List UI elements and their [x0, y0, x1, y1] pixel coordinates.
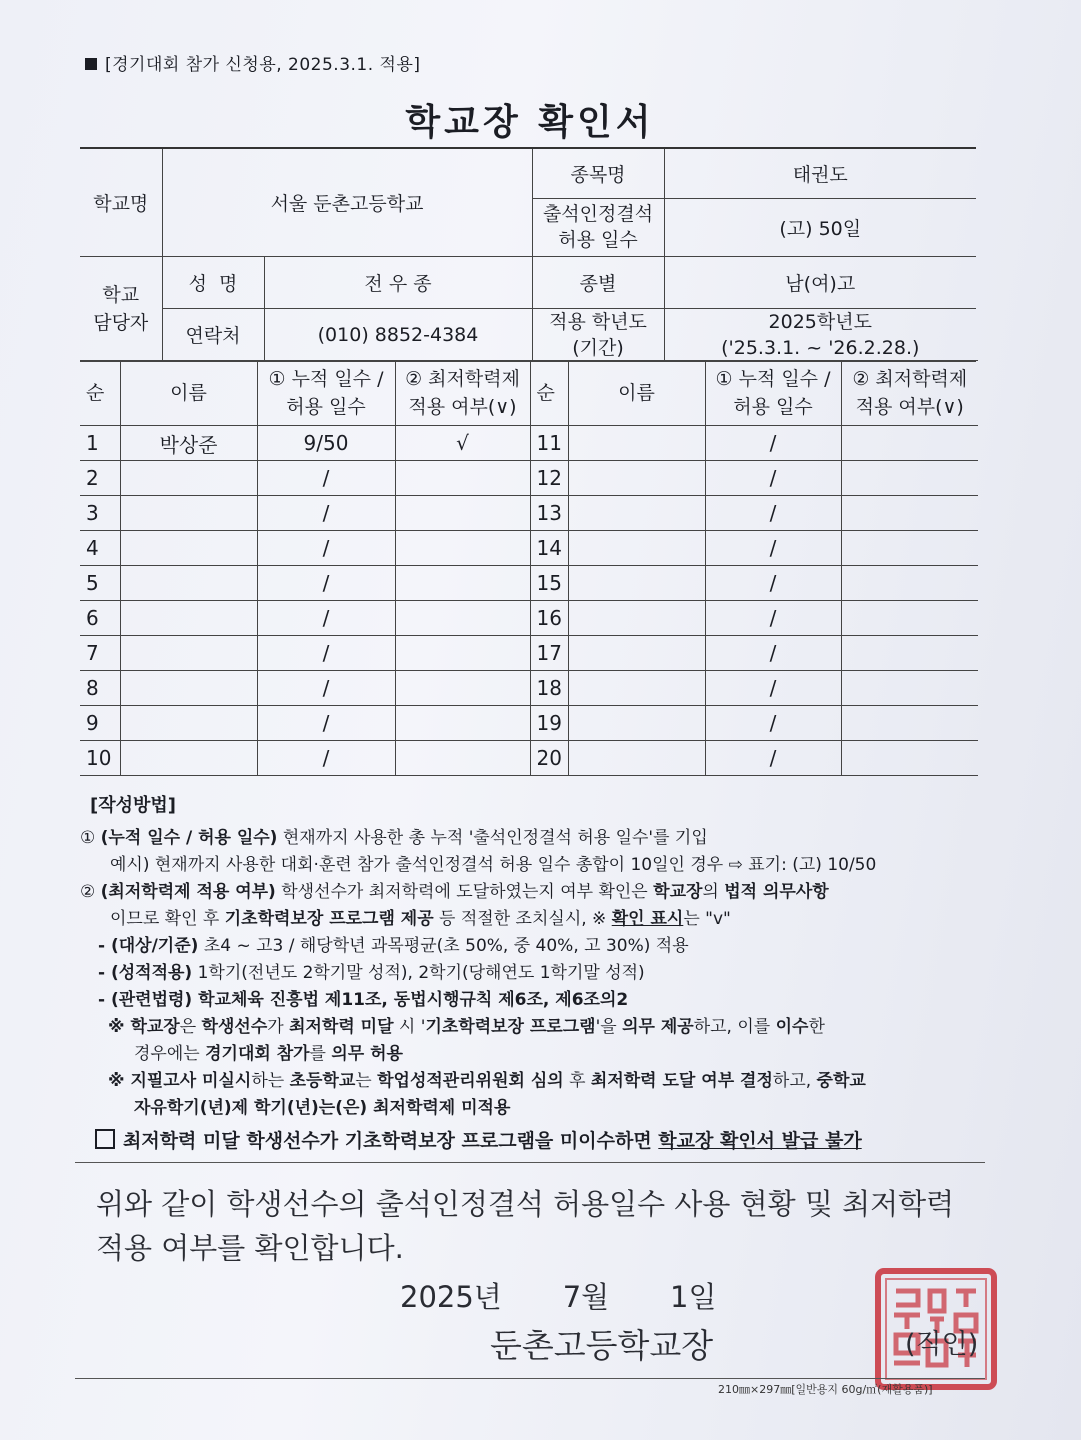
final-a: 최저학력 미달 학생선수 [123, 1130, 320, 1152]
year-value-line2: ('25.3.1. ~ '26.2.28.) [721, 336, 920, 359]
n2-h: 하고, [772, 1071, 817, 1091]
row-check [841, 426, 978, 461]
final-d: 을 [534, 1130, 560, 1152]
header-check-line2: 적용 여부(∨) [408, 396, 517, 418]
n1-l2-d: 의무 허용 [331, 1044, 403, 1064]
row-no: 18 [530, 671, 568, 706]
row-check [395, 671, 530, 706]
year-label-line2: (기간) [572, 336, 624, 359]
row-no: 6 [80, 601, 120, 636]
instruction-2 [80, 879, 990, 906]
detail-grades [80, 960, 990, 987]
instruction-1-title: (누적 일수 / 허용 일수) [100, 828, 278, 848]
contact-label: 연락처 [162, 308, 264, 361]
instruction-2-text-c: 의 [702, 882, 725, 902]
header-days-line1: ① 누적 일수 / [268, 368, 384, 390]
row-check: √ [395, 426, 530, 461]
n1-l: 한 [808, 1017, 825, 1037]
n2-c: 초등학교 [289, 1071, 356, 1091]
header-name-right: 이름 [568, 361, 705, 426]
detail-grades-text: 1학기(전년도 2학기말 성적), 2학기(당해연도 1학기말 성적) [192, 963, 645, 983]
staff-label-line1: 학교 [102, 283, 140, 306]
n1-f: 시 ' [393, 1017, 426, 1037]
circled-2: ② [80, 882, 96, 902]
n1-h: '을 [595, 1017, 623, 1037]
row-no: 19 [530, 706, 568, 741]
n1-j: 하고, 이를 [693, 1017, 776, 1037]
n1-l2-c: 를 [309, 1044, 332, 1064]
header-days-right-line1: ① 누적 일수 / [715, 368, 831, 390]
n2-l2: 자유학기(년)제 학기(년)는(은) 최저학력제 미적용 [134, 1098, 511, 1118]
detail-grades-label: - (성적적용) [98, 963, 193, 983]
instruction-2-text-a: 학생선수가 최저학력에 도달하였는지 여부 확인은 [275, 882, 654, 902]
n2-b: 하는 [251, 1071, 290, 1091]
row-days: / [705, 636, 841, 671]
detail-law-text: - (관련법령) 학교체육 진흥법 제11조, 동법시행규칙 제6조, 제6조의2 [98, 990, 629, 1010]
n1-l2-a: 경우에는 [134, 1044, 206, 1064]
row-days: / [705, 496, 841, 531]
row-check [395, 531, 530, 566]
row-check [395, 741, 530, 776]
note-2-line2 [80, 1095, 990, 1122]
row-no: 17 [530, 636, 568, 671]
n2-a: ※ 지필고사 미실시 [108, 1071, 252, 1091]
n1-a: ※ 학교장 [108, 1017, 180, 1037]
row-check [841, 531, 978, 566]
row-check [841, 461, 978, 496]
final-notice [95, 1126, 862, 1153]
table-row [80, 706, 978, 741]
row-check [395, 496, 530, 531]
row-no: 4 [80, 531, 120, 566]
school-info-table [80, 147, 976, 362]
row-check [395, 461, 530, 496]
instruction-1 [80, 825, 990, 852]
i2-l2-e: 는 "v" [683, 909, 731, 929]
table-row [80, 566, 978, 601]
instruction-2-line2 [80, 906, 990, 933]
instruction-1-example: 예시) 현재까지 사용한 대회·훈련 참가 출석인정결석 허용 일수 총합이 10일인 경우 ⇨ 표기: (고) 10/50 [110, 855, 877, 875]
form-tag-text: [경기대회 참가 신청용, 2025.3.1. 적용] [105, 55, 421, 75]
staff-label [80, 256, 162, 361]
row-name [568, 671, 705, 706]
type-label: 종별 [532, 256, 664, 308]
table-row [80, 741, 978, 776]
header-days [257, 361, 395, 426]
row-days: / [705, 601, 841, 636]
row-check [395, 636, 530, 671]
square-bullet-icon [85, 58, 97, 70]
n1-e: 최저학력 미달 [289, 1017, 394, 1037]
row-days: / [705, 706, 841, 741]
absence-value: (고) 50일 [664, 198, 976, 256]
row-no: 3 [80, 496, 120, 531]
form-tag [85, 50, 421, 75]
row-no: 20 [530, 741, 568, 776]
row-check [841, 636, 978, 671]
row-no: 12 [530, 461, 568, 496]
row-check [841, 741, 978, 776]
row-name [568, 636, 705, 671]
instruction-2-bold-d: 법적 의무사항 [724, 882, 829, 902]
circled-1: ① [80, 828, 96, 848]
year-value [664, 308, 976, 361]
seal-label: (직인) [905, 1329, 979, 1360]
row-check [395, 706, 530, 741]
row-no: 14 [530, 531, 568, 566]
instruction-1-text: 현재까지 사용한 총 누적 '출석인정결석 허용 일수'를 기입 [277, 828, 708, 848]
header-check-right-line2: 적용 여부(∨) [855, 396, 964, 418]
final-e: 미이수 [559, 1130, 615, 1152]
n1-k: 이수 [775, 1017, 809, 1037]
row-check [841, 601, 978, 636]
row-check [395, 566, 530, 601]
final-f: 하면 [614, 1130, 659, 1152]
n1-i: 의무 제공 [622, 1017, 694, 1037]
table-row [80, 531, 978, 566]
instructions-heading: [작성방법] [90, 795, 177, 816]
row-days: / [257, 706, 395, 741]
row-name [120, 741, 257, 776]
row-days: / [705, 741, 841, 776]
row-name [568, 426, 705, 461]
detail-law [80, 987, 990, 1014]
instruction-2-bold-b: 학교장 [653, 882, 703, 902]
row-name [120, 461, 257, 496]
year-label [532, 308, 664, 361]
header-check-line1: ② 최저학력제 [405, 368, 520, 390]
paper-size-note: 210㎜×297㎜[일반용지 60g/㎡(재활용품)] [718, 1383, 933, 1396]
row-no: 5 [80, 566, 120, 601]
issue-date: 2025년 7월 1일 [400, 1280, 717, 1314]
header-days-right [705, 361, 841, 426]
row-days: / [705, 461, 841, 496]
header-no-right: 순 [530, 361, 568, 426]
n1-l2-b: 경기대회 참가 [205, 1044, 310, 1064]
row-name [568, 461, 705, 496]
note-2 [80, 1068, 990, 1095]
row-days: / [705, 531, 841, 566]
final-c: 기초학력보장 프로그램 [344, 1130, 535, 1152]
i2-l2-b: 기초학력보장 프로그램 제공 [224, 909, 434, 929]
event-label: 종목명 [532, 148, 664, 198]
row-check [841, 566, 978, 601]
row-name [568, 706, 705, 741]
n2-f: 후 [563, 1071, 591, 1091]
divider-bottom [75, 1378, 985, 1379]
table-row [80, 671, 978, 706]
row-no: 11 [530, 426, 568, 461]
row-name [120, 706, 257, 741]
row-name [120, 671, 257, 706]
row-check [841, 496, 978, 531]
row-days: / [257, 461, 395, 496]
row-name [568, 531, 705, 566]
header-days-right-line2: 허용 일수 [733, 396, 813, 418]
row-days: / [705, 566, 841, 601]
n1-b: 은 [179, 1017, 202, 1037]
row-no: 13 [530, 496, 568, 531]
confirmation-line2: 적용 여부를 확인합니다. [96, 1231, 404, 1265]
instruction-2-title: (최저학력제 적용 여부) [100, 882, 276, 902]
header-days-line2: 허용 일수 [286, 396, 366, 418]
row-days: / [705, 671, 841, 706]
n1-c: 학생선수 [201, 1017, 268, 1037]
row-check [841, 706, 978, 741]
row-days: / [257, 601, 395, 636]
school-value: 서울 둔촌고등학교 [162, 148, 532, 256]
header-check-right-line1: ② 최저학력제 [852, 368, 968, 390]
confirmation-line1: 위와 같이 학생선수의 출석인정결석 허용일수 사용 현황 및 최저학력 [96, 1187, 955, 1221]
row-no: 1 [80, 426, 120, 461]
header-name: 이름 [120, 361, 257, 426]
table-row [80, 426, 978, 461]
name-value: 전 우 종 [264, 256, 532, 308]
instructions-section [80, 792, 990, 1122]
type-value: 남(여)고 [664, 256, 976, 308]
row-name [120, 531, 257, 566]
detail-target-label: - (대상/기준) [98, 936, 199, 956]
row-days: 9/50 [257, 426, 395, 461]
header-check [395, 361, 530, 426]
row-no: 10 [80, 741, 120, 776]
row-name [120, 566, 257, 601]
event-value: 태권도 [664, 148, 976, 198]
final-b: 가 [319, 1130, 345, 1152]
row-days: / [257, 531, 395, 566]
school-label: 학교명 [80, 148, 162, 256]
n1-d: 가 [267, 1017, 290, 1037]
table-row [80, 496, 978, 531]
note-1-line2 [80, 1041, 990, 1068]
table-row [80, 461, 978, 496]
divider-top [75, 1162, 985, 1163]
n2-i: 중학교 [816, 1071, 866, 1091]
n2-e: 학업성적관리위원회 심의 [377, 1071, 564, 1091]
row-name [568, 496, 705, 531]
year-label-line1: 적용 학년도 [549, 310, 647, 333]
contact-value: (010) 8852-4384 [264, 308, 532, 361]
row-no: 2 [80, 461, 120, 496]
row-days: / [257, 496, 395, 531]
row-check [395, 601, 530, 636]
staff-label-line2: 담당자 [93, 311, 149, 334]
document-title: 학교장 확인서 [405, 102, 655, 143]
row-name [568, 741, 705, 776]
principal-name: 둔촌고등학교장 [490, 1326, 714, 1365]
header-check-right [841, 361, 978, 426]
row-days: / [257, 636, 395, 671]
table-row [80, 601, 978, 636]
absence-label-line2: 허용 일수 [558, 229, 638, 251]
confirmation-text [96, 1182, 954, 1270]
name-label: 성 명 [162, 256, 264, 308]
student-roster-table [80, 360, 978, 776]
year-value-line1: 2025학년도 [768, 310, 872, 333]
row-days: / [257, 566, 395, 601]
row-name [120, 636, 257, 671]
row-no: 8 [80, 671, 120, 706]
row-no: 9 [80, 706, 120, 741]
row-name: 박상준 [120, 426, 257, 461]
i2-l2-c: 등 적절한 조치실시, ※ [433, 909, 612, 929]
row-name [120, 601, 257, 636]
detail-target-text: 초4 ~ 고3 / 해당학년 과목평균(초 50%, 중 40%, 고 30%) 적용 [198, 936, 689, 956]
row-name [568, 566, 705, 601]
row-no: 15 [530, 566, 568, 601]
detail-target [80, 933, 990, 960]
arrow-box-icon [95, 1129, 115, 1149]
row-check [841, 671, 978, 706]
n1-g: 기초학력보장 프로그램 [425, 1017, 596, 1037]
i2-l2-a: 이므로 확인 후 [110, 909, 225, 929]
row-days: / [257, 671, 395, 706]
final-g: 학교장 확인서 발급 불가 [658, 1130, 862, 1152]
header-no: 순 [80, 361, 120, 426]
absence-label [532, 198, 664, 256]
row-name [120, 496, 257, 531]
row-name [568, 601, 705, 636]
absence-label-line1: 출석인정결석 [542, 203, 654, 225]
row-days: / [705, 426, 841, 461]
row-no: 16 [530, 601, 568, 636]
table-row [80, 636, 978, 671]
row-no: 7 [80, 636, 120, 671]
n2-g: 최저학력 도달 여부 결정 [590, 1071, 773, 1091]
row-days: / [257, 741, 395, 776]
n2-d: 는 [355, 1071, 378, 1091]
i2-l2-d: 확인 표시 [611, 909, 684, 929]
note-1 [80, 1014, 990, 1041]
